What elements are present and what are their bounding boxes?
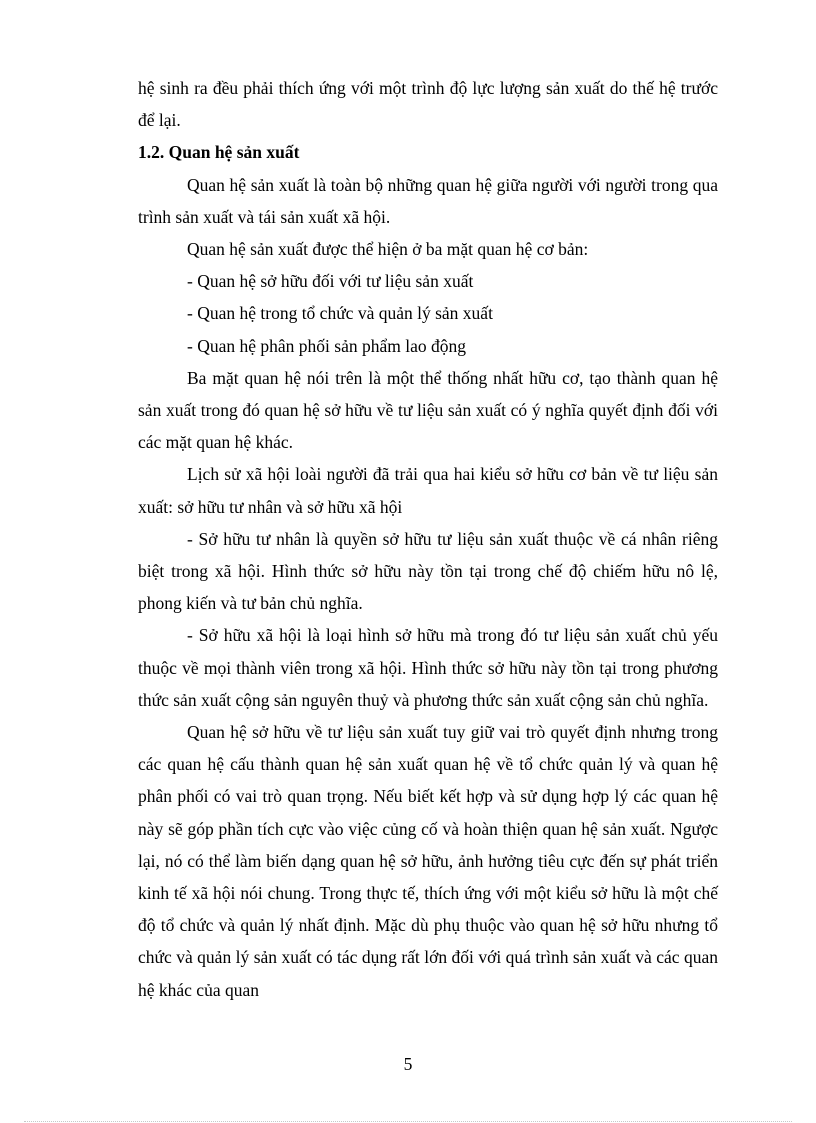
section-heading: 1.2. Quan hệ sản xuất [138, 142, 300, 163]
paragraph-continuation: hệ sinh ra đều phải thích ứng với một trình độ lực lượng sản xuất do thế hệ trước để lại. [138, 78, 718, 131]
paragraph-history: Lịch sử xã hội loài người đã trải qua hai kiểu sở hữu cơ bản về tư liệu sản xuất: sở hữu tư nhân và sở hữu xã hội [138, 464, 718, 517]
page-number: 5 [403, 1054, 413, 1074]
body-text [138, 72, 718, 1006]
list-item: - Quan hệ phân phối sản phẩm lao động [187, 335, 466, 356]
list-item: - Quan hệ sở hữu đối với tư liệu sản xuất [187, 271, 474, 292]
paragraph-social-ownership: - Sở hữu xã hội là loại hình sở hữu mà trong đó tư liệu sản xuất chủ yếu thuộc về mọi thành viên trong xã hội. Hình thức sở hữu này tồn tại trong phương thức sản xuất cộng sản nguyên thuỷ và phương thức sản xuất cộng sản chủ nghĩa. [138, 625, 718, 710]
list-item: - Quan hệ trong tổ chức và quản lý sản xuất [187, 303, 493, 324]
paragraph-unity: Ba mặt quan hệ nói trên là một thể thống nhất hữu cơ, tạo thành quan hệ sản xuất trong đó quan hệ sở hữu về tư liệu sản xuất có ý nghĩa quyết định đối với các mặt quan hệ khác. [138, 367, 718, 453]
paragraph-private-ownership: - Sở hữu tư nhân là quyền sở hữu tư liệu sản xuất thuộc về cá nhân riêng biệt trong xã hội. Hình thức sở hữu này tồn tại trong chế độ chiếm hữu nô lệ, phong kiến và tư bản chủ nghĩa. [138, 528, 718, 614]
paragraph-definition: Quan hệ sản xuất là toàn bộ những quan hệ giữa người với người trong qua trình sản xuất và tái sản xuất xã hội. [138, 174, 718, 227]
footer-divider [24, 1121, 792, 1122]
paragraph-intro-list: Quan hệ sản xuất được thể hiện ở ba mặt quan hệ cơ bản: [187, 239, 589, 260]
paragraph-role: Quan hệ sở hữu về tư liệu sản xuất tuy giữ vai trò quyết định nhưng trong các quan hệ cấu thành quan hệ sản xuất quan hệ về tổ chức quản lý và quan hệ phân phối có vai trò quan trọng. Nếu biết kết hợp và sử dụng hợp lý các quan hệ này sẽ góp phần tích cực vào việc củng cố và hoàn thiện quan hệ sản xuất. Ngược lại, nó có thể làm biến dạng quan hệ sở hữu, ảnh hưởng tiêu cực đến sự phát triển kinh tế xã hội nói chung. Trong thực tế, thích ứng với một kiểu sở hữu là một chế độ tổ chức và quản lý nhất định. Mặc dù phụ thuộc vào quan hệ sở hữu nhưng tổ chức và quản lý sản xuất có tác dụng rất lớn đối với quá trình sản xuất và các quan hệ khác của quan [138, 722, 718, 1000]
